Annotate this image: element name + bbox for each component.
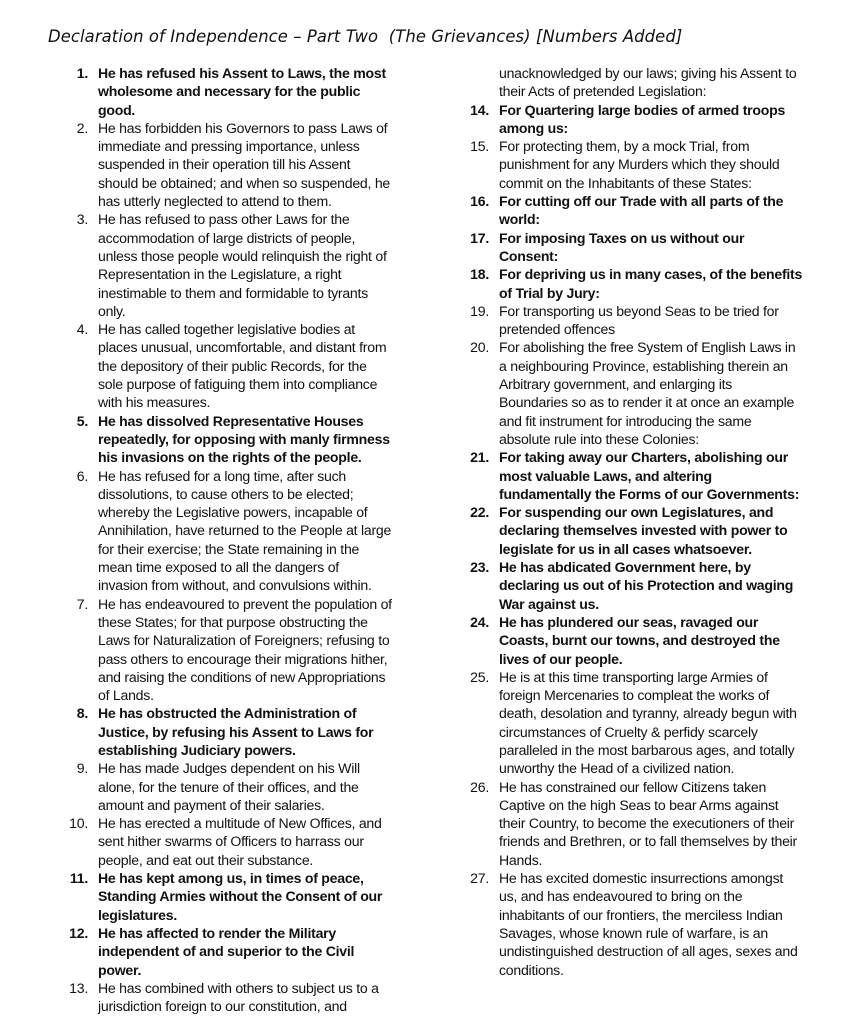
grievance-item	[62, 924, 392, 979]
grievance-text: For transporting us beyond Seas to be tried for pretended offences	[499, 302, 779, 338]
left-column	[62, 64, 392, 1015]
grievance-item	[62, 869, 392, 924]
grievance-item	[463, 137, 803, 192]
right-column	[463, 64, 803, 979]
grievance-text: He is at this time transporting large Armies of foreign Mercenaries to compleat the works of death, desolation and tyranny, already begun with circumstances of Cruelty & perfidy scarcely paralleled in the most barbarous ages, and totally unworthy the Head of a civilized nation.	[499, 668, 797, 777]
grievance-number: 8.	[76, 705, 88, 722]
grievance-number: 4.	[76, 321, 88, 338]
grievance-continuation	[463, 64, 803, 101]
grievance-text: For depriving us in many cases, of the benefits of Trial by Jury:	[499, 266, 803, 301]
grievance-item	[463, 778, 803, 869]
grievance-number: 24.	[470, 613, 489, 630]
grievance-number: 19.	[470, 302, 489, 319]
grievance-text: unacknowledged by our laws; giving his Assent to their Acts of pretended Legislation:	[499, 65, 797, 100]
grievance-number: 7.	[76, 595, 88, 612]
grievance-number: 11.	[69, 870, 88, 887]
grievance-text: For taking away our Charters, abolishing our most valuable Laws, and altering fundamentally the Forms of our Governments:	[499, 449, 800, 502]
grievance-item	[62, 704, 392, 759]
grievance-item	[463, 558, 803, 613]
grievance-number: 21.	[470, 449, 489, 466]
grievance-number: 1.	[76, 65, 88, 81]
grievance-number: 26.	[470, 778, 489, 795]
grievance-number: 2.	[76, 119, 88, 136]
grievance-number: 20.	[470, 339, 489, 356]
grievance-text: He has refused to pass other Laws for the accommodation of large districts of people, unless those people would relinquish the right of Representation in the Legislature, a right inestimable to them and formidable to tyrants only.	[98, 211, 387, 319]
grievance-number: 12.	[69, 924, 88, 941]
grievance-item	[463, 503, 803, 558]
page-title: Declaration of Independence – Part Two (The Grievances) [Numbers Added]	[48, 27, 683, 46]
grievance-number: 22.	[470, 504, 489, 521]
grievance-item	[463, 229, 803, 266]
grievance-text: He has dissolved Representative Houses repeatedly, for opposing with manly firmness his invasions on the rights of the people.	[98, 412, 390, 466]
grievance-item	[463, 668, 803, 778]
grievance-number: 13.	[69, 979, 88, 996]
grievance-item	[62, 759, 392, 814]
grievance-text: He has refused his Assent to Laws, the most wholesome and necessary for the public good.	[98, 65, 386, 118]
grievance-text: For cutting off our Trade with all parts of the world:	[499, 193, 784, 228]
grievance-item	[463, 265, 803, 302]
grievance-text: He has called together legislative bodies at places unusual, uncomfortable, and distant from the depository of their public Records, for the sole purpose of fatiguing them into compliance with his measures.	[98, 321, 387, 411]
grievance-number: 15.	[470, 138, 489, 155]
grievance-text: He has plundered our seas, ravaged our Coasts, burnt our towns, and destroyed the lives of our people.	[499, 613, 780, 667]
grievance-number: 17.	[470, 229, 489, 246]
grievance-text: For suspending our own Legislatures, and declaring themselves invested with power to legislate for us in all cases whatsoever.	[499, 504, 788, 557]
grievance-item	[62, 814, 392, 869]
grievance-number: 6.	[76, 467, 88, 484]
grievance-item	[62, 595, 392, 705]
grievance-item	[463, 338, 803, 448]
grievance-text: He has obstructed the Administration of Justice, by refusing his Assent to Laws for establishing Judiciary powers.	[98, 705, 374, 758]
grievance-number: 18.	[470, 266, 489, 283]
grievance-item	[463, 448, 803, 503]
grievance-text: He has abdicated Government here, by declaring us out of his Protection and waging War against us.	[499, 559, 794, 612]
grievance-item	[62, 210, 392, 320]
grievance-item	[62, 64, 392, 119]
grievance-number: 9.	[76, 760, 88, 777]
grievance-item	[62, 979, 392, 1016]
grievance-number: 3.	[76, 211, 88, 228]
grievance-text: He has excited domestic insurrections amongst us, and has endeavoured to bring on the inhabitants of our frontiers, the merciless Indian Savages, whose known rule of warfare, is an undistinguished destruction of all ages, sexes and conditions.	[499, 870, 798, 978]
grievance-text: He has constrained our fellow Citizens taken Captive on the high Seas to bear Arms against their Country, to become the executioners of their friends and Brethren, or to fall themselves by their Hands.	[499, 778, 797, 868]
grievance-text: For imposing Taxes on us without our Consent:	[499, 229, 745, 264]
grievance-item	[463, 192, 803, 229]
grievance-text: For abolishing the free System of English Laws in a neighbouring Province, establishing therein an Arbitrary government, and enlarging its Boundaries so as to render it at once an example and fit instrument for introducing the same absolute rule into these Colonies:	[499, 339, 796, 447]
grievance-number: 14.	[470, 101, 489, 118]
grievance-item	[62, 467, 392, 595]
grievance-text: He has combined with others to subject us to a jurisdiction foreign to our constitution, and	[98, 979, 379, 1015]
grievance-item	[463, 101, 803, 138]
grievance-item	[463, 613, 803, 668]
grievance-text: He has made Judges dependent on his Will alone, for the tenure of their offices, and the amount and payment of their salaries.	[98, 760, 360, 813]
grievance-number: 27.	[470, 870, 489, 887]
grievance-text: He has erected a multitude of New Offices, and sent hither swarms of Officers to harrass our people, and eat out their substance.	[98, 815, 382, 868]
grievance-number: 5.	[76, 412, 88, 429]
grievance-item	[62, 412, 392, 467]
grievance-text: He has forbidden his Governors to pass Laws of immediate and pressing importance, unless suspended in their operation till his Assent should be obtained; and when so suspended, he has utterly neglected to attend to them.	[98, 119, 391, 210]
grievance-text: He has kept among us, in times of peace, Standing Armies without the Consent of our legislatures.	[98, 870, 383, 923]
grievance-text: For Quartering large bodies of armed troops among us:	[499, 101, 786, 136]
grievance-item	[62, 119, 392, 210]
grievance-item	[62, 320, 392, 411]
grievance-number: 25.	[470, 668, 489, 685]
grievance-number: 16.	[470, 193, 489, 210]
grievance-item	[463, 869, 803, 979]
grievance-text: For protecting them, by a mock Trial, from punishment for any Murders which they should commit on the Inhabitants of these States:	[499, 138, 780, 191]
grievance-number: 10.	[69, 815, 88, 832]
grievance-text: He has affected to render the Military independent of and superior to the Civil power.	[98, 924, 355, 978]
grievance-number: 23.	[470, 559, 489, 576]
grievance-item	[463, 302, 803, 339]
grievance-text: He has endeavoured to prevent the population of these States; for that purpose obstructing the Laws for Naturalization of Foreigners; refusing to pass others to encourage their migrations hither, and raising the conditions of new Appropriations of Lands.	[98, 595, 392, 704]
grievance-text: He has refused for a long time, after such dissolutions, to cause others to be elected; whereby the Legislative powers, incapable of Annihilation, have returned to the People at large for their exercise; the State remaining in the mean time exposed to all the dangers of invasion from without, and convulsions within.	[98, 467, 392, 594]
